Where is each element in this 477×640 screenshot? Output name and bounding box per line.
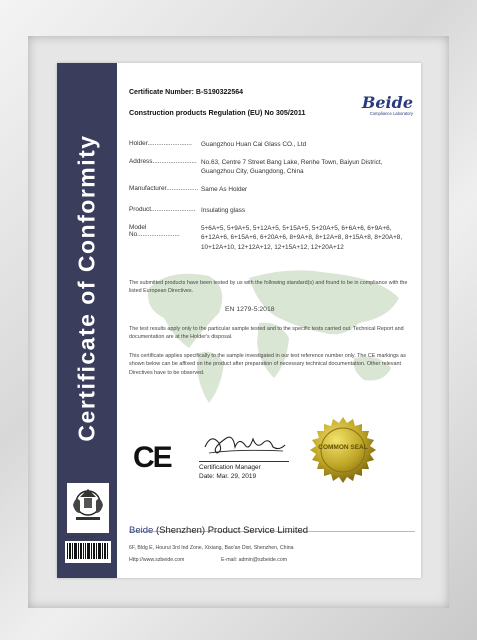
regulation-title: Construction products Regulation (EU) No 305/2011 [129, 108, 306, 117]
standard-number: EN 1279-5:2018 [225, 306, 275, 313]
manufacturer-value: Same As Holder [201, 186, 248, 193]
company-number: Company No. 0713604 [65, 535, 96, 539]
signer-role: Certification Manager [199, 464, 261, 471]
model-value: 5+6A+5, 5+9A+5, 5+12A+5, 5+15A+5, 5+20A+5, 6+6A+6, 6+9A+6, 6+12A+6, 6+15A+6, 6+20A+6, 8+9A+8, 8+12A+8, 8+15A+8, 8+20A+8, 10+12A+10, 12+12A+12, 12+15A+12, 12+20A+12 [201, 225, 403, 251]
company-address: 6F, Bldg E, Hourui 3rd Ind Zone, Xixiang, Bao'an Dist, Shenzhen, China [129, 545, 294, 551]
logo-tagline: Compliance Laboratory [369, 111, 413, 116]
signature-line [199, 461, 289, 462]
signature-date: Date: Mar. 29, 2019 [199, 473, 257, 480]
ce-mark: CE [133, 441, 171, 474]
address-label: Address......................... [129, 158, 197, 165]
address-value: No.63, Centre 7 Street Bang Lake, Renhe Town, Baiyun District, Guangzhou City, Guangdong, China [201, 159, 383, 176]
certificate-content [129, 63, 415, 578]
gold-seal-icon [307, 416, 379, 488]
holder-value: Guangzhou Huan Cai Glass CO., Ltd [201, 141, 307, 148]
manufacturer-label: Manufacturer.................. [129, 185, 199, 192]
company-email: E-mail: admin@szbeide.com [221, 557, 288, 563]
logo-wordmark: Beide [361, 93, 413, 112]
company-name-rest: (Shenzhen) Product Service Limited [153, 525, 309, 536]
results-paragraph: The test results apply only to the particular sample tested and to the specific tests carried out. Technical Report and documentation are at the Holder's disposal. [129, 326, 404, 341]
product-label: Product......................... [129, 206, 196, 213]
signature-icon [199, 425, 289, 461]
certificate-number: Certificate Number: B-S190322564 [129, 89, 243, 96]
sidebar-title: Certificate of Conformity [73, 134, 100, 442]
sidebar-band [57, 63, 117, 578]
company-website: Http://www.szbeide.com [129, 557, 185, 563]
seal-text: COMMON SEAL [318, 444, 368, 451]
holder-label: Holder......................... [129, 140, 192, 147]
applies-paragraph: This certificate applies specifically to the sample investigated in our test reference number only. The CE markings as shown below can be affixed on the product after preparation of necessary technical documentation. Other relevant Directives have to be observed. [129, 353, 406, 376]
beide-logo [362, 95, 413, 116]
company-brand: Beide [129, 525, 154, 536]
company-name [129, 525, 308, 536]
royal-crest-icon [67, 483, 109, 533]
product-value: Insulating glass [201, 207, 246, 214]
certificate-document [57, 63, 421, 578]
model-label: Model No........................ [129, 224, 180, 238]
tested-paragraph: The submitted products have been tested by us with the following standard(s) and found to be in compliance with the listed European Directives. [129, 280, 408, 295]
barcode-icon [65, 541, 111, 563]
